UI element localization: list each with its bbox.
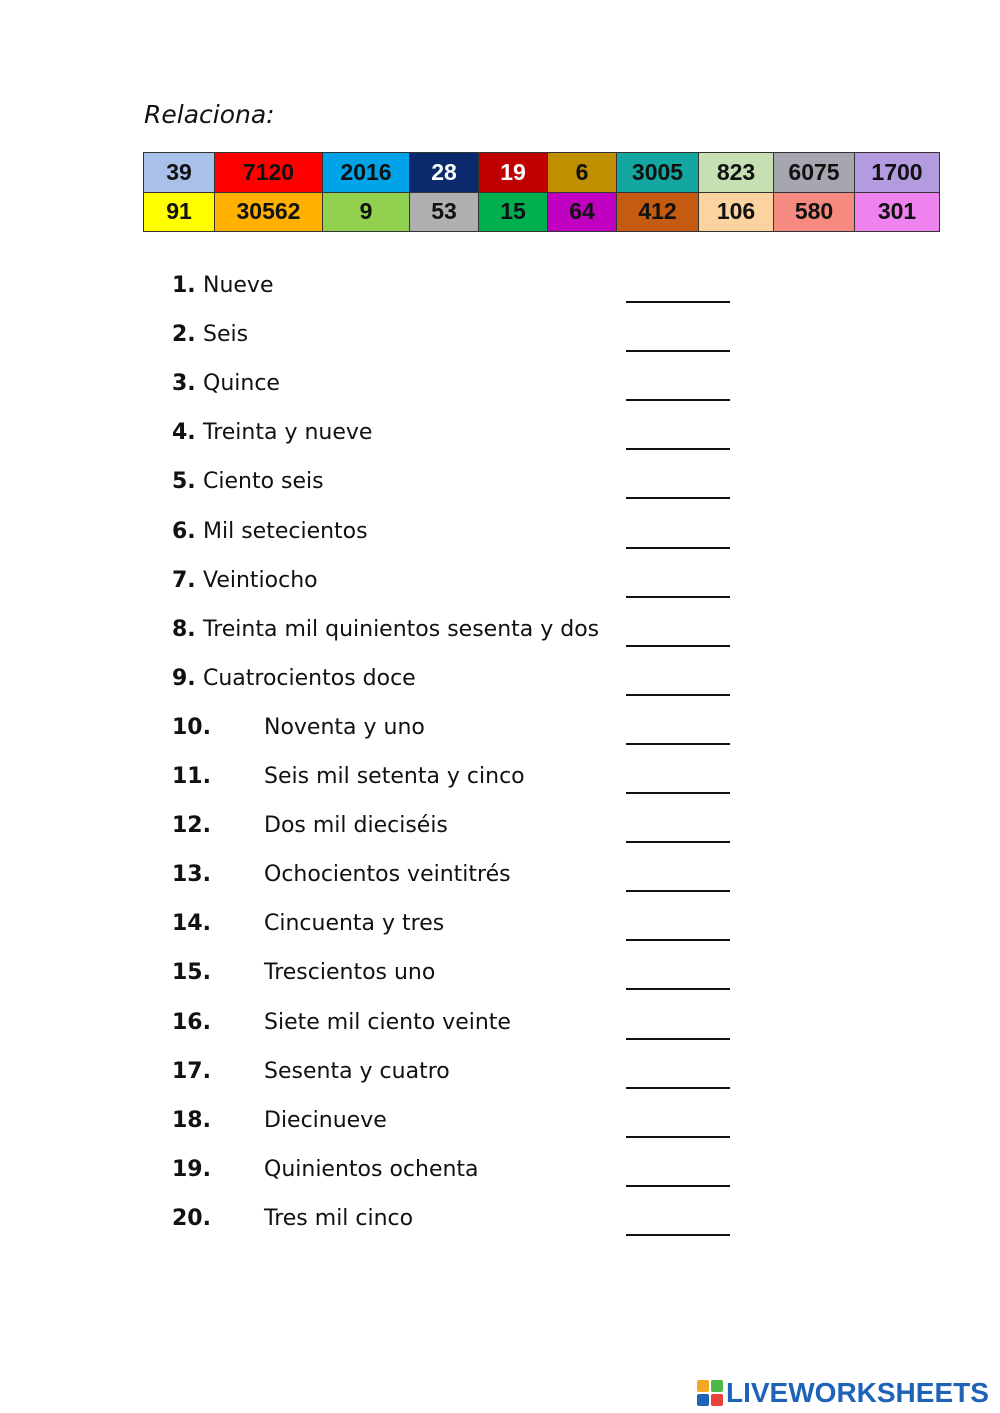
- grid-cell: 53: [410, 192, 479, 232]
- item-text: Trescientos uno: [264, 960, 436, 985]
- item-text: Quince: [203, 371, 280, 396]
- list-item: [172, 371, 732, 401]
- list-item: [172, 1206, 732, 1236]
- answer-blank[interactable]: [626, 966, 730, 990]
- answer-blank[interactable]: [626, 672, 730, 696]
- list-item: [172, 813, 732, 843]
- answer-blank[interactable]: [626, 819, 730, 843]
- item-text: Mil setecientos: [203, 519, 368, 544]
- item-text: Treinta y nueve: [203, 420, 373, 445]
- grid-cell: 106: [699, 192, 774, 232]
- answer-blank[interactable]: [626, 1065, 730, 1089]
- answer-blank[interactable]: [626, 377, 730, 401]
- grid-cell: 412: [617, 192, 699, 232]
- answer-blank[interactable]: [626, 868, 730, 892]
- answer-blank[interactable]: [626, 917, 730, 941]
- answer-blank[interactable]: [626, 574, 730, 598]
- item-text: Ciento seis: [203, 469, 324, 494]
- answer-blank[interactable]: [626, 1114, 730, 1138]
- answer-blank[interactable]: [626, 623, 730, 647]
- list-item: [172, 420, 732, 450]
- list-item: [172, 617, 732, 647]
- item-number: 9.: [172, 666, 196, 691]
- answer-blank[interactable]: [626, 770, 730, 794]
- item-number: 6.: [172, 519, 196, 544]
- item-text: Ochocientos veintitrés: [264, 862, 511, 887]
- item-text: Noventa y uno: [264, 715, 425, 740]
- item-text: Dos mil dieciséis: [264, 813, 448, 838]
- grid-cell: 15: [479, 192, 548, 232]
- answer-blank[interactable]: [626, 525, 730, 549]
- grid-cell: 823: [699, 153, 774, 193]
- list-item: [172, 322, 732, 352]
- item-number: 11.: [172, 764, 211, 789]
- item-text: Sesenta y cuatro: [264, 1059, 450, 1084]
- list-item: [172, 1157, 732, 1187]
- item-number: 7.: [172, 568, 196, 593]
- worksheet-title: Relaciona:: [144, 100, 275, 129]
- item-number: 10.: [172, 715, 211, 740]
- grid-cell: 64: [548, 192, 617, 232]
- list-item: [172, 862, 732, 892]
- item-text: Siete mil ciento veinte: [264, 1010, 511, 1035]
- grid-cell: 6075: [774, 153, 855, 193]
- item-text: Cincuenta y tres: [264, 911, 445, 936]
- item-number: 17.: [172, 1059, 211, 1084]
- item-text: Treinta mil quinientos sesenta y dos: [203, 617, 600, 642]
- grid-cell: 28: [410, 153, 479, 193]
- item-number: 4.: [172, 420, 196, 445]
- item-number: 15.: [172, 960, 211, 985]
- list-item: [172, 764, 732, 794]
- answer-blank[interactable]: [626, 721, 730, 745]
- grid-cell: 19: [479, 153, 548, 193]
- item-number: 5.: [172, 469, 196, 494]
- grid-cell: 1700: [855, 153, 940, 193]
- item-number: 3.: [172, 371, 196, 396]
- item-number: 18.: [172, 1108, 211, 1133]
- item-number: 19.: [172, 1157, 211, 1182]
- item-number: 20.: [172, 1206, 211, 1231]
- item-number: 13.: [172, 862, 211, 887]
- item-text: Cuatrocientos doce: [203, 666, 416, 691]
- answer-blank[interactable]: [626, 426, 730, 450]
- list-item: [172, 1010, 732, 1040]
- answer-blank[interactable]: [626, 1212, 730, 1236]
- logo-text: LIVEWORKSHEETS: [726, 1377, 989, 1408]
- grid-cell: 3005: [617, 153, 699, 193]
- grid-cell: 7120: [215, 153, 323, 193]
- grid-row: [144, 192, 940, 232]
- list-item: [172, 469, 732, 499]
- grid-cell: 580: [774, 192, 855, 232]
- item-text: Seis mil setenta y cinco: [264, 764, 525, 789]
- number-grid: [143, 152, 940, 232]
- grid-cell: 30562: [215, 192, 323, 232]
- grid-cell: 2016: [323, 153, 410, 193]
- item-text: Diecinueve: [264, 1108, 387, 1133]
- item-number: 1.: [172, 273, 196, 298]
- answer-blank[interactable]: [626, 279, 730, 303]
- grid-cell: 6: [548, 153, 617, 193]
- grid-cell: 91: [144, 192, 215, 232]
- grid-cell: 301: [855, 192, 940, 232]
- list-item: [172, 273, 732, 303]
- item-number: 8.: [172, 617, 196, 642]
- item-number: 12.: [172, 813, 211, 838]
- item-text: Quinientos ochenta: [264, 1157, 479, 1182]
- item-text: Seis: [203, 322, 249, 347]
- item-text: Veintiocho: [203, 568, 318, 593]
- list-item: [172, 911, 732, 941]
- answer-blank[interactable]: [626, 328, 730, 352]
- list-item: [172, 1108, 732, 1138]
- liveworksheets-logo: [697, 1376, 989, 1410]
- list-item: [172, 715, 732, 745]
- list-item: [172, 1059, 732, 1089]
- grid-row: [144, 153, 940, 193]
- list-item: [172, 666, 732, 696]
- item-number: 16.: [172, 1010, 211, 1035]
- grid-cell: 39: [144, 153, 215, 193]
- logo-icon: [697, 1380, 723, 1406]
- grid-cell: 9: [323, 192, 410, 232]
- list-item: [172, 568, 732, 598]
- answer-blank[interactable]: [626, 475, 730, 499]
- answer-blank[interactable]: [626, 1016, 730, 1040]
- list-item: [172, 519, 732, 549]
- answer-blank[interactable]: [626, 1163, 730, 1187]
- item-text: Nueve: [203, 273, 274, 298]
- item-number: 2.: [172, 322, 196, 347]
- item-number: 14.: [172, 911, 211, 936]
- list-item: [172, 960, 732, 990]
- item-text: Tres mil cinco: [264, 1206, 414, 1231]
